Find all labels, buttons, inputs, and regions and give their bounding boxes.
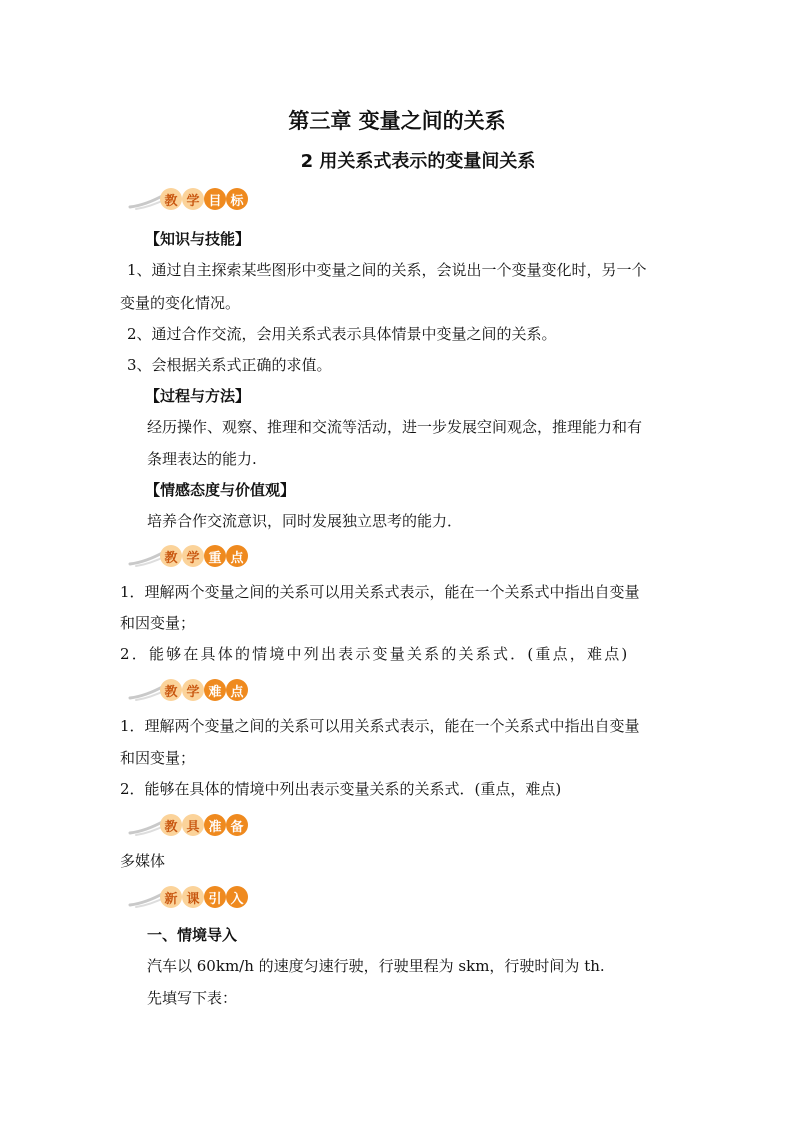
goal-text: 经历操作、观察、推理和交流等活动，进一步发展空间观念，推理能力和有 xyxy=(147,418,643,436)
goal-text: 2、通过合作交流，会用关系式表示具体情景中变量之间的关系。 xyxy=(127,325,557,343)
key-point-text: 1．理解两个变量之间的关系可以用关系式表示，能在一个关系式中指出自变量 xyxy=(120,583,640,601)
goal-text: 3、会根据关系式正确的求值。 xyxy=(127,356,332,374)
page-title: 第三章 变量之间的关系 xyxy=(288,109,506,133)
badge-char: 点 xyxy=(226,679,248,701)
badge-char: 学 xyxy=(182,188,204,210)
key-point-text: 和因变量； xyxy=(120,614,196,632)
badge-char: 准 xyxy=(204,814,226,836)
badge-char: 难 xyxy=(204,679,226,701)
badge-char: 备 xyxy=(226,814,248,836)
tools-text: 多媒体 xyxy=(120,852,166,870)
badge-char: 教 xyxy=(160,814,182,836)
badge-char: 课 xyxy=(182,886,204,908)
badge-char: 入 xyxy=(226,886,248,908)
difficult-point-text: 2．能够在具体的情境中列出表示变量关系的关系式．(重点，难点) xyxy=(120,780,562,798)
intro-text: 汽车以 60km/h 的速度匀速行驶，行驶里程为 skm，行驶时间为 th. xyxy=(147,957,605,975)
intro-heading: 一、情境导入 xyxy=(147,926,238,944)
section-badge-key-points xyxy=(128,544,258,568)
goal-text: 条理表达的能力. xyxy=(147,450,257,468)
goal-text: 1、通过自主探索某些图形中变量之间的关系，会说出一个变量变化时，另一个 xyxy=(127,261,647,279)
badge-char: 引 xyxy=(204,886,226,908)
badge-char: 教 xyxy=(160,679,182,701)
goal-text: 培养合作交流意识，同时发展独立思考的能力． xyxy=(147,512,463,530)
badge-char: 学 xyxy=(182,545,204,567)
emotion-heading: 【情感态度与价值观】 xyxy=(145,481,296,499)
difficult-point-text: 1．理解两个变量之间的关系可以用关系式表示，能在一个关系式中指出自变量 xyxy=(120,717,640,735)
difficult-point-text: 和因变量； xyxy=(120,749,196,767)
page-subtitle: 2 用关系式表示的变量间关系 xyxy=(300,151,536,172)
badge-char: 点 xyxy=(226,545,248,567)
badge-char: 重 xyxy=(204,545,226,567)
badge-char: 新 xyxy=(160,886,182,908)
badge-char: 目 xyxy=(204,188,226,210)
key-point-text: 2．能够在具体的情境中列出表示变量关系的关系式．(重点，难点) xyxy=(120,645,630,663)
badge-char: 标 xyxy=(226,188,248,210)
section-badge-new-lesson-intro xyxy=(128,885,258,909)
badge-char: 教 xyxy=(160,188,182,210)
knowledge-heading: 【知识与技能】 xyxy=(145,230,251,248)
process-heading: 【过程与方法】 xyxy=(145,387,251,405)
badge-char: 教 xyxy=(160,545,182,567)
goal-text: 变量的变化情况。 xyxy=(120,294,241,312)
badge-char: 具 xyxy=(182,814,204,836)
section-badge-teaching-tools xyxy=(128,813,258,837)
section-badge-teaching-goals xyxy=(128,187,258,211)
intro-text: 先填写下表： xyxy=(147,989,238,1007)
section-badge-difficult-points xyxy=(128,678,258,702)
badge-char: 学 xyxy=(182,679,204,701)
